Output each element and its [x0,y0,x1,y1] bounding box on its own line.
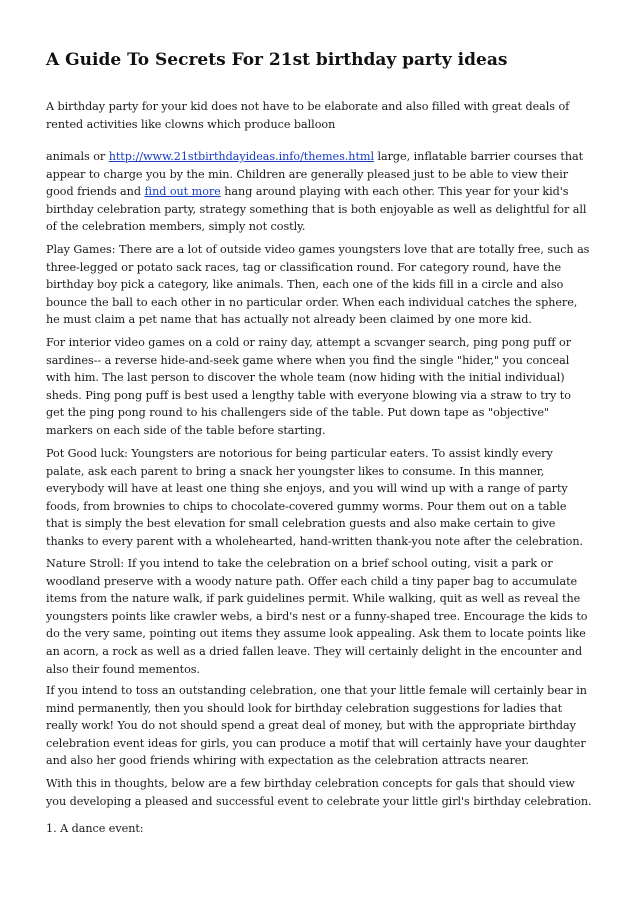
paragraph-text: hang around playing with each other. This year for your kid's birthday celebration party, strategy something that is both enjoyable as well as delightful for all of the celebration members, simply not costly. [46,185,587,234]
play-games-paragraph: Play Games: There are a lot of outside video games youngsters love that are totally free, such as three-legged or potato sack races, tag or classification round. For category round, have the birthday boy pick a category, like animals. Then, each one of the kids fill in a circle and also bounce the ball to each other in no particular order. When each individual catches the sphere, he must claim a pet name that has actually not already been claimed by one more kid. [46,243,590,327]
paragraph-text: large, inflatable barrier courses that appear to charge you by the min. Children are generally pleased just to be able to view their good friends and [46,150,584,199]
find-out-more-link[interactable]: find out more [144,185,221,199]
themes-link[interactable]: http://www.21stbirthdayideas.info/themes.html [108,150,374,163]
paragraph-text: animals or [46,150,109,163]
outstanding-celebration-paragraph: If you intend to toss an outstanding celebration, one that your little female will certainly bear in mind permanently, then you should look for birthday celebration suggestions for ladies that really work! You do not should spend a great deal of money, but with the appropriate birthday celebration event ideas for girls, you can produce a motif that will certainly have your daughter and also her good friends whiring with expectation as the celebration attracts nearer. [46,684,587,768]
intro-paragraph: A birthday party for your kid does not have to be elaborate and also filled with great deals of rented activities like clowns which produce balloon [46,100,570,131]
nature-stroll-paragraph: Nature Stroll: If you intend to take the celebration on a brief school outing, visit a park or woodland preserve with a woody nature path. Offer each child a tiny paper bag to accumulate items from the nature walk, if park guidelines permit. While walking, quit as well as reveal the youngsters points like crawler webs, a bird's nest or a funny-shaped tree. Encourage the kids to do the very same, pointing out items they assume look appealing. Ask them to locate points like an acorn, a rock as well as a dried fallen leave. They will certainly delight in the encounter and also their found mementos. [46,557,588,676]
page-title: A Guide To Secrets For 21st birthday party ideas [46,50,508,70]
pot-luck-paragraph: Pot Good luck: Youngsters are notorious for being particular eaters. To assist kindly every palate, ask each parent to bring a snack her youngster likes to consume. In this manner, everybody will have at least one thing she enjoys, and you will wind up with a range of party foods, from brownies to chips to chocolate-covered gummy worms. Pour them out on a table that is simply the best elevation for small celebration guests and also make certain to give thanks to every parent with a wholehearted, hand-written thank-you note after the celebration. [46,447,583,548]
balloon-paragraph [46,148,592,236]
indoor-games-paragraph: For interior video games on a cold or rainy day, attempt a scvanger search, ping pong puff or sardines-- a reverse hide-and-seek game where when you find the single "hider," you conceal with him. The last person to discover the whole team (now hiding with the initial individual) sheds. Ping pong puff is best used a lengthy table with everyone blowing via a straw to try to get the ping pong round to his challengers side of the table. Put down tape as "objective" markers on each side of the table before starting. [46,336,572,437]
concepts-paragraph: With this in thoughts, below are a few birthday celebration concepts for gals that should view you developing a pleased and successful event to celebrate your little girl's birthday celebration. [46,777,592,808]
dance-event-item: 1. A dance event: [46,822,144,835]
